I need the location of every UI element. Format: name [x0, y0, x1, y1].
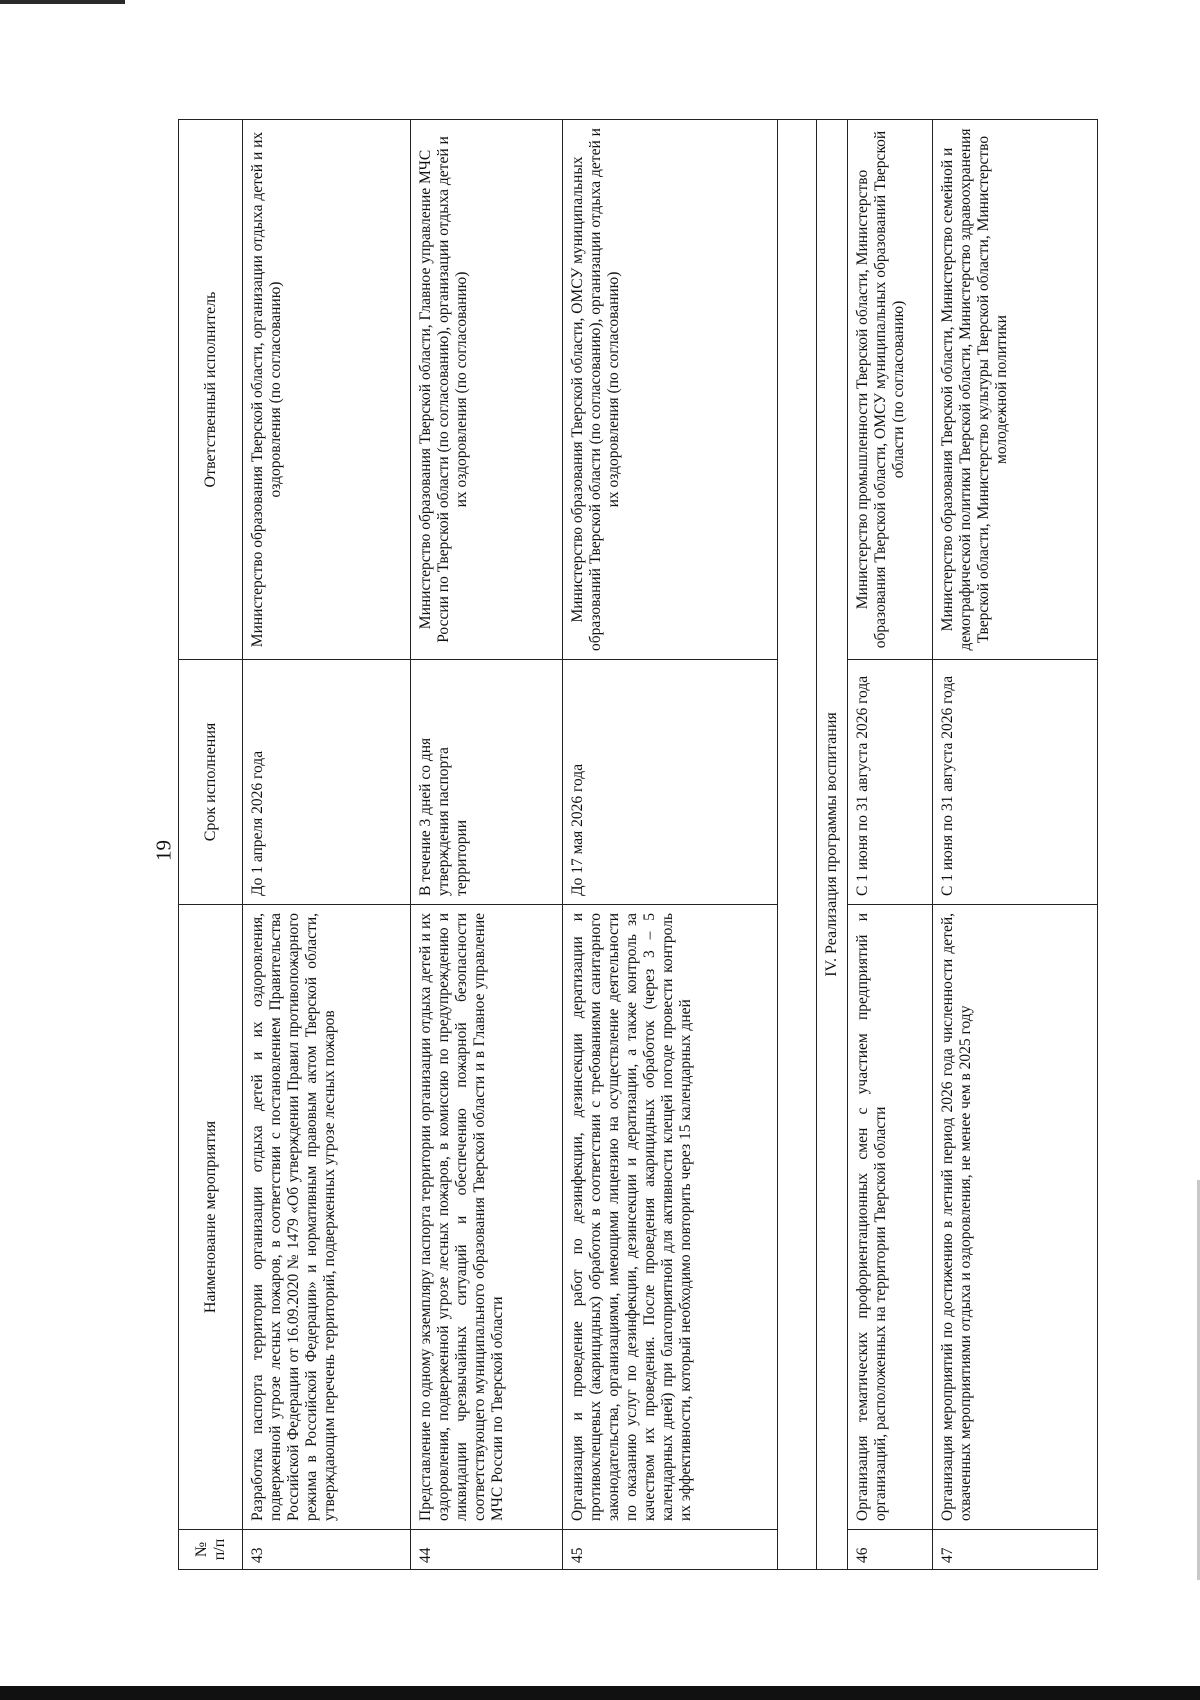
table-header-row [179, 120, 243, 1570]
row-number: 46 [848, 1530, 933, 1570]
activities-table [178, 119, 1098, 1570]
row-deadline: С 1 июня по 31 августа 2026 года [933, 660, 1098, 905]
row-responsible: Министерство образования Тверской области, организации отдыха детей и их оздоровления (по согласованию) [243, 120, 411, 660]
row-number: 47 [933, 1530, 1098, 1570]
table-row [563, 120, 778, 1570]
table-row [243, 120, 411, 1570]
row-responsible: Министерство образования Тверской области, Министерство семейной и демографической политики Тверской области, Министерство здравоохранения Тверской области, Министерство культуры Тверской области, Министерство молодежной политики [933, 120, 1098, 660]
row-deadline: До 17 мая 2026 года [563, 660, 778, 905]
header-number: № п/п [179, 1530, 243, 1570]
row-responsible: Министерство промышленности Тверской области, Министерство образования Тверской области, ОМСУ муниципальных образований Тверской области (по согласованию) [848, 120, 933, 660]
row-name: Организация и проведение работ по дезинфекции, дезинсекции дератизации и противоклещевых (акарицидных) обработок в соответствии с требованиями санитарного законодательства, организациями, имеющими лицензию на осуществление деятельности по оказанию услуг по дезинфекции, дезинсекции и дератизации, а также контроль за качеством их проведения. После проведения акарицидных обработок (через 3 – 5 календарных дней) при благоприятной для активности клещей погоде провести контроль их эффективности, который необходимо повторить через 15 календарных дней [563, 905, 778, 1530]
table-row [848, 120, 933, 1570]
page-number: 19 [151, 840, 176, 861]
row-name: Организация тематических профориентационных смен с участием предприятий и организаций, расположенных на территории Тверской области [848, 905, 933, 1530]
row-number: 45 [563, 1530, 778, 1570]
table-row [933, 120, 1098, 1570]
scan-artifact-bottom [0, 1686, 1200, 1700]
row-responsible: Министерство образования Тверской области, Главное управление МЧС России по Тверской области (по согласованию), организации отдыха детей и их оздоровления (по согласованию) [411, 120, 563, 660]
section-title: IV. Реализация программы воспитания [817, 120, 848, 1570]
header-name: Наименование мероприятия [179, 905, 243, 1530]
row-responsible: Министерство образования Тверской области, ОМСУ муниципальных образований Тверской области (по согласованию), организации отдыха детей и их оздоровления (по согласованию) [563, 120, 778, 660]
section-row [817, 120, 848, 1570]
header-deadline: Срок исполнения [179, 660, 243, 905]
row-name: Разработка паспорта территории организации отдыха детей и их оздоровления, подверженной угрозе лесных пожаров, в соответствии с постановлением Правительства Российской Федерации от 16.09.2020 № 1479 «Об утверждении Правил противопожарного режима в Российской Федерации» и нормативным правовым актом Тверской области, утверждающим перечень территорий, подверженных угрозе лесных пожаров [243, 905, 411, 1530]
table-row [411, 120, 563, 1570]
rotated-page [178, 120, 1098, 1570]
row-deadline: С 1 июня по 31 августа 2026 года [848, 660, 933, 905]
spacer-cell [778, 120, 817, 1570]
header-responsible: Ответственный исполнитель [179, 120, 243, 660]
row-number: 44 [411, 1530, 563, 1570]
row-name: Представление по одному экземпляру паспорта территории организации отдыха детей и их оздоровления, подверженной угрозе лесных пожаров, в комиссию по предупреждению и ликвидации чрезвычайных ситуаций и обеспечению пожарной безопасности соответствующего муниципального образования Тверской области и в Главное управление МЧС России по Тверской области [411, 905, 563, 1530]
row-deadline: В течение 3 дней со дня утверждения паспорта территории [411, 660, 563, 905]
table-row-spacer [778, 120, 817, 1570]
row-deadline: До 1 апреля 2026 года [243, 660, 411, 905]
scan-artifact-top [0, 0, 1200, 10]
row-number: 43 [243, 1530, 411, 1570]
row-name: Организация мероприятий по достижению в летний период 2026 года численности детей, охваченных мероприятиями отдыха и оздоровления, не менее чем в 2025 году [933, 905, 1098, 1530]
